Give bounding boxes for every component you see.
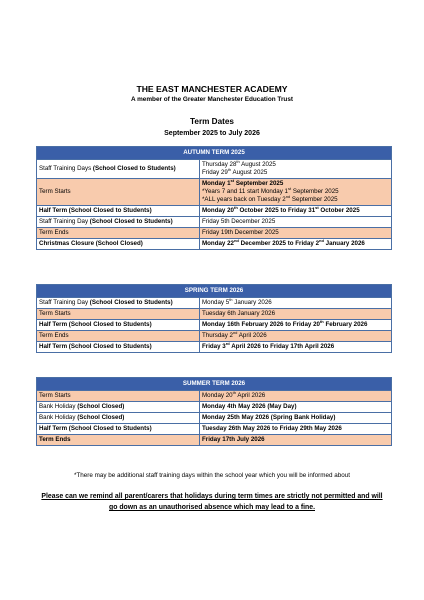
event-cell: Term Ends	[37, 228, 200, 239]
table-row	[37, 342, 392, 353]
date-cell: Thursday 2nd April 2026	[200, 331, 392, 342]
date-cell: Friday 3rd April 2026 to Friday 17th April 2026	[200, 342, 392, 353]
table-row	[37, 391, 392, 402]
spring-table	[36, 284, 392, 353]
date-cell: Monday 4th May 2026 (May Day)	[200, 402, 392, 413]
table-row	[37, 217, 392, 228]
holiday-warning: Please can we remind all parent/carers that holidays during term times are strictly not permitted and will go down as an unauthorised absence which may lead to a fine.	[41, 493, 383, 511]
table-row	[37, 331, 392, 342]
event-cell: Term Starts	[37, 179, 200, 206]
event-cell: Half Term (School Closed to Students)	[37, 342, 200, 353]
event-cell: Staff Training Days (School Closed to Students)	[37, 160, 200, 179]
table-row	[37, 160, 392, 179]
event-cell: Half Term (School Closed to Students)	[37, 424, 200, 435]
trust-line: A member of the Greater Manchester Education Trust	[130, 96, 294, 103]
summer-table	[36, 377, 392, 446]
table-row	[37, 320, 392, 331]
date-cell: Monday 1st September 2025 *Years 7 and 11 start Monday 1st September 2025 *ALL years back on Tuesday 2nd September 2025	[200, 179, 392, 206]
date-cell: Friday 19th December 2025	[200, 228, 392, 239]
event-cell: Term Starts	[37, 391, 200, 402]
school-name: THE EAST MANCHESTER ACADEMY	[136, 84, 288, 94]
event-cell: Bank Holiday (School Closed)	[37, 402, 200, 413]
event-cell: Christmas Closure (School Closed)	[37, 239, 200, 250]
date-cell: Monday 16th February 2026 to Friday 20th February 2026	[200, 320, 392, 331]
event-cell: Half Term (School Closed to Students)	[37, 320, 200, 331]
footnote: *There may be additional staff training days within the school year which you will be informed about	[73, 472, 351, 479]
event-cell: Bank Holiday (School Closed)	[37, 413, 200, 424]
event-cell: Term Ends	[37, 435, 200, 446]
event-cell: Staff Training Day (School Closed to Students)	[37, 298, 200, 309]
date-cell: Monday 22nd December 2025 to Friday 2nd January 2026	[200, 239, 392, 250]
date-cell: Friday 17th July 2026	[200, 435, 392, 446]
summer-header-row	[37, 378, 392, 391]
event-cell: Term Starts	[37, 309, 200, 320]
event-cell: Term Ends	[37, 331, 200, 342]
date-cell: Monday 20th October 2025 to Friday 31st October 2025	[200, 206, 392, 217]
date-range: September 2025 to July 2026	[164, 130, 260, 137]
table-row	[37, 402, 392, 413]
date-cell: Monday 5th January 2026	[200, 298, 392, 309]
date-cell: Tuesday 6th January 2026	[200, 309, 392, 320]
event-cell: Half Term (School Closed to Students)	[37, 206, 200, 217]
autumn-heading: AUTUMN TERM 2025	[37, 147, 392, 160]
table-row	[37, 228, 392, 239]
date-cell: Monday 25th May 2026 (Spring Bank Holiday)	[200, 413, 392, 424]
date-cell: Monday 20th April 2026	[200, 391, 392, 402]
table-row	[37, 435, 392, 446]
date-cell: Friday 5th December 2025	[200, 217, 392, 228]
date-cell: Tuesday 26th May 2026 to Friday 29th May 2026	[200, 424, 392, 435]
date-cell: Thursday 28th August 2025 Friday 29th August 2025	[200, 160, 392, 179]
table-row	[37, 424, 392, 435]
autumn-table	[36, 146, 392, 250]
event-cell: Staff Training Day (School Closed to Students)	[37, 217, 200, 228]
table-row	[37, 206, 392, 217]
autumn-header-row	[37, 147, 392, 160]
spring-heading: SPRING TERM 2026	[37, 285, 392, 298]
table-row	[37, 413, 392, 424]
table-row	[37, 298, 392, 309]
table-row	[37, 309, 392, 320]
doc-title: Term Dates	[190, 117, 234, 126]
table-row	[37, 179, 392, 206]
table-row	[37, 239, 392, 250]
spring-header-row	[37, 285, 392, 298]
summer-heading: SUMMER TERM 2026	[37, 378, 392, 391]
